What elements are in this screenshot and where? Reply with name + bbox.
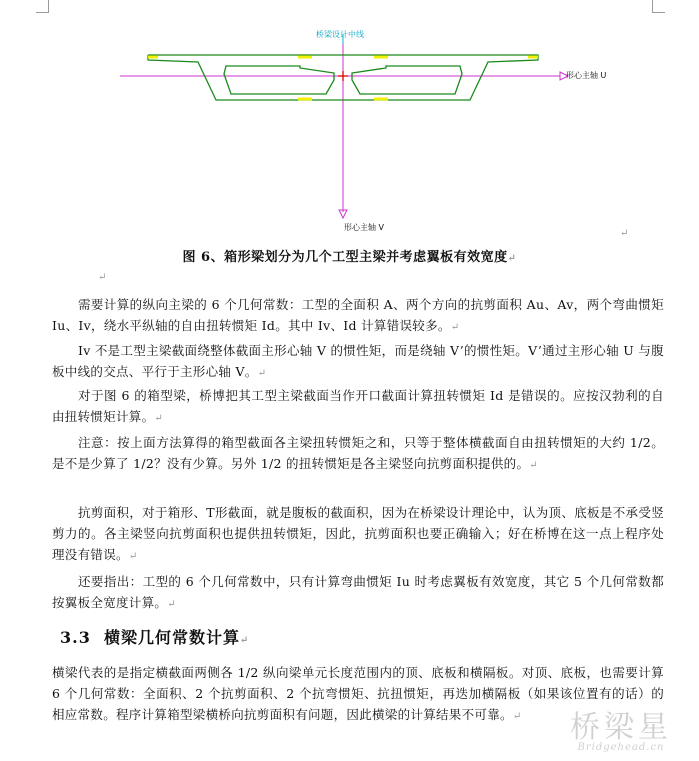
section-paragraph: 横梁代表的是指定横截面两侧各 1/2 纵向梁单元长度范围内的顶、底板和横隔板。对顶、底板，也需要计算 6 个几何常数：全面积、2 个抗剪面积、2 个抗弯惯矩、抗扭惯矩，再迭加横隔板（如果该位置有的话）的相应常数。程序计算箱型梁横桥向抗剪面积有问题，因此横梁的计算结果不可靠。↵ bbox=[52, 665, 664, 722]
section-number: 3.3 bbox=[60, 628, 91, 647]
paragraph-5: 抗剪面积，对于箱形、T形截面，就是腹板的截面积，因为在桥梁设计理论中，认为顶、底板是不承受竖剪力的。各主梁竖向抗剪面积也提供扭转惯矩，因此，抗剪面积也要正确输入；好在桥博在这一点上程序处理没有错误。↵ bbox=[52, 505, 664, 562]
site-watermark bbox=[561, 702, 681, 753]
section-heading: 3.3 横梁几何常数计算↵ bbox=[60, 628, 250, 647]
paragraph-2: Iv 不是工型主梁截面绕整体截面主形心轴 V 的惯性矩，而是绕轴 V’的惯性矩。V’通过主形心轴 U 与腹板中线的交点、平行于主形心轴 V。↵ bbox=[52, 343, 664, 379]
paragraph-6: 还要指出：工型的 6 个几何常数中，只有计算弯曲惯矩 Iu 时考虑翼板有效宽度，其它 5 个几何常数都按翼板全宽度计算。↵ bbox=[52, 574, 664, 610]
paragraph-mark: ↵ bbox=[507, 253, 517, 264]
watermark-url: Bridgehead.cn bbox=[577, 742, 665, 753]
axis-v-label: 形心主轴 V bbox=[344, 223, 385, 232]
section-title: 横梁几何常数计算 bbox=[103, 628, 240, 647]
figure-caption-text: 图 6、箱形梁划分为几个工型主梁并考虑翼板有效宽度 bbox=[182, 250, 508, 265]
paragraph-1: 需要计算的纵向主梁的 6 个几何常数：工型的全面积 A、两个方向的抗剪面积 Au、Av，两个弯曲惯矩 Iu、Iv，绕水平纵轴的自由扭转惯矩 Id。其中 Iv、Id 计算错误较多。↵ bbox=[52, 297, 664, 333]
centroid-marker bbox=[338, 71, 348, 81]
figure-caption bbox=[0, 246, 699, 265]
watermark-text: 桥梁星 bbox=[570, 710, 672, 745]
axis-u-label: 形心主轴 U bbox=[566, 71, 607, 80]
paragraph-3: 对于图 6 的箱型梁，桥博把其工型主梁截面当作开口截面计算扭转惯矩 Id 是错误的。应按汉勃利的自由扭转惯矩计算。↵ bbox=[52, 388, 664, 424]
paragraph-4: 注意：按上面方法算得的箱型截面各主梁扭转惯矩之和，只等于整体横截面自由扭转惯矩的大约 1/2。是不是少算了 1/2？没有少算。另外 1/2 的扭转惯矩是各主梁竖向抗剪面积提供的。↵ bbox=[52, 435, 664, 471]
paragraph-mark: ↵ bbox=[620, 228, 629, 239]
paragraph-mark: ↵ bbox=[98, 272, 107, 283]
centerline-label: 桥梁设计中线 bbox=[316, 30, 364, 39]
